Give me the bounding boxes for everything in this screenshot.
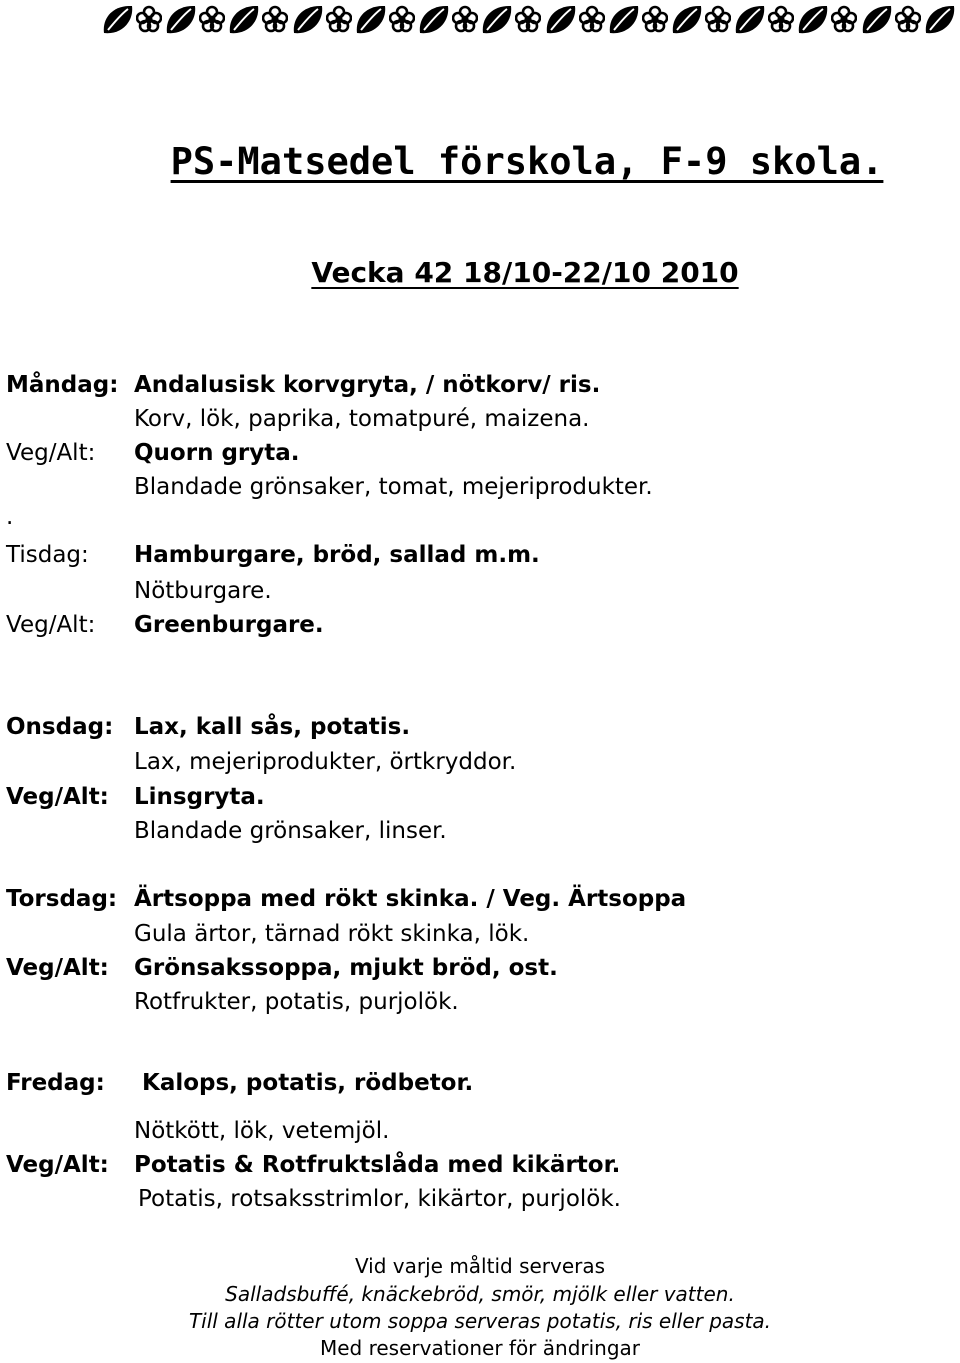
flower-leaf-border-icon — [795, 3, 857, 37]
flower-leaf-border-icon — [606, 3, 668, 37]
friday-alt-dish: Potatis & Rotfruktslåda med kikärtor. — [134, 1152, 621, 1178]
thursday-alt-ingredients — [0, 989, 960, 1023]
monday-main-line — [0, 372, 960, 406]
thursday-alt-ingredients-text: Rotfrukter, potatis, purjolök. — [134, 989, 459, 1015]
thursday-main — [0, 886, 960, 920]
day-label-friday: Fredag: — [6, 1070, 105, 1096]
wednesday-alt — [0, 784, 960, 818]
monday-dish: Andalusisk korvgryta, / nötkorv/ ris. — [134, 372, 601, 398]
tuesday-main — [0, 542, 960, 576]
week-heading: Vecka 42 18/10-22/10 2010 — [311, 256, 739, 289]
flower-leaf-border-icon — [163, 3, 225, 37]
friday-alt-ingredients — [0, 1186, 960, 1220]
day-label-wednesday: Onsdag: — [6, 714, 114, 740]
monday-alt-ingredients — [0, 474, 960, 508]
wednesday-alt-ingredients-text: Blandade grönsaker, linser. — [134, 818, 447, 844]
footer-line-3: Till alla rötter utom soppa serveras potatis, ris eller pasta. — [188, 1309, 772, 1333]
wednesday-ingredients — [0, 749, 960, 783]
alt-label-thursday: Veg/Alt: — [6, 955, 109, 981]
day-label-monday-text: Måndag: — [6, 372, 119, 398]
friday-ingredients-text: Nötkött, lök, vetemjöl. — [134, 1118, 390, 1144]
decorative-border — [100, 2, 958, 38]
footer-line-1: Vid varje måltid serveras — [354, 1254, 606, 1278]
tuesday-ingredients-text: Nötburgare. — [134, 578, 272, 604]
alt-label-friday: Veg/Alt: — [6, 1152, 109, 1178]
flower-leaf-border-icon — [100, 3, 162, 37]
wednesday-dish: Lax, kall sås, potatis. — [134, 714, 411, 740]
separator-dot: . — [6, 504, 14, 530]
alt-label-wednesday: Veg/Alt: — [6, 784, 109, 810]
friday-main — [0, 1070, 960, 1104]
wednesday-alt-ingredients — [0, 818, 960, 852]
monday-ingredients — [0, 406, 960, 440]
thursday-dish: Ärtsoppa med rökt skinka. / Veg. Ärtsoppa — [134, 886, 687, 912]
tuesday-alt — [0, 612, 960, 646]
flower-leaf-border-icon — [353, 3, 415, 37]
flower-leaf-border-icon — [922, 3, 958, 37]
footer-line-4: Med reservationer för ändringar — [319, 1336, 641, 1360]
alt-label-monday: Veg/Alt: — [6, 440, 96, 466]
flower-leaf-border-icon — [669, 3, 731, 37]
tuesday-alt-dish: Greenburgare. — [134, 612, 324, 638]
monday-alt-dish: Quorn gryta. — [134, 440, 300, 466]
wednesday-ingredients-text: Lax, mejeriprodukter, örtkryddor. — [134, 749, 517, 775]
flower-leaf-border-icon — [416, 3, 478, 37]
tuesday-dish: Hamburgare, bröd, sallad m.m. — [134, 542, 540, 568]
friday-alt — [0, 1152, 960, 1186]
monday-alt-ingredients-text: Blandade grönsaker, tomat, mejeriprodukter. — [134, 474, 653, 500]
monday-ingredients-text: Korv, lök, paprika, tomatpuré, maizena. — [134, 406, 590, 432]
separator-row — [0, 504, 960, 538]
thursday-alt-dish: Grönsakssoppa, mjukt bröd, ost. — [134, 955, 558, 981]
day-label-tuesday: Tisdag: — [6, 542, 89, 568]
flower-leaf-border-icon — [479, 3, 541, 37]
page-title: PS-Matsedel förskola, F-9 skola. — [170, 140, 884, 183]
flower-leaf-border-icon — [226, 3, 288, 37]
thursday-ingredients-text: Gula ärtor, tärnad rökt skinka, lök. — [134, 921, 530, 947]
monday-alt — [0, 440, 960, 474]
alt-label-tuesday: Veg/Alt: — [6, 612, 96, 638]
friday-ingredients — [0, 1118, 960, 1152]
friday-dish: Kalops, potatis, rödbetor. — [142, 1070, 474, 1096]
thursday-alt — [0, 955, 960, 989]
flower-leaf-border-icon — [290, 3, 352, 37]
friday-alt-ingredients-text: Potatis, rotsaksstrimlor, kikärtor, purjolök. — [138, 1186, 621, 1212]
thursday-ingredients — [0, 921, 960, 955]
wednesday-main — [0, 714, 960, 748]
wednesday-alt-dish: Linsgryta. — [134, 784, 265, 810]
flower-leaf-border-icon — [732, 3, 794, 37]
flower-leaf-border-icon — [859, 3, 921, 37]
tuesday-ingredients — [0, 578, 960, 612]
flower-leaf-border-icon — [543, 3, 605, 37]
footer-line-2: Salladsbuffé, knäckebröd, smör, mjölk eller vatten. — [225, 1282, 735, 1306]
day-label-thursday: Torsdag: — [6, 886, 118, 912]
